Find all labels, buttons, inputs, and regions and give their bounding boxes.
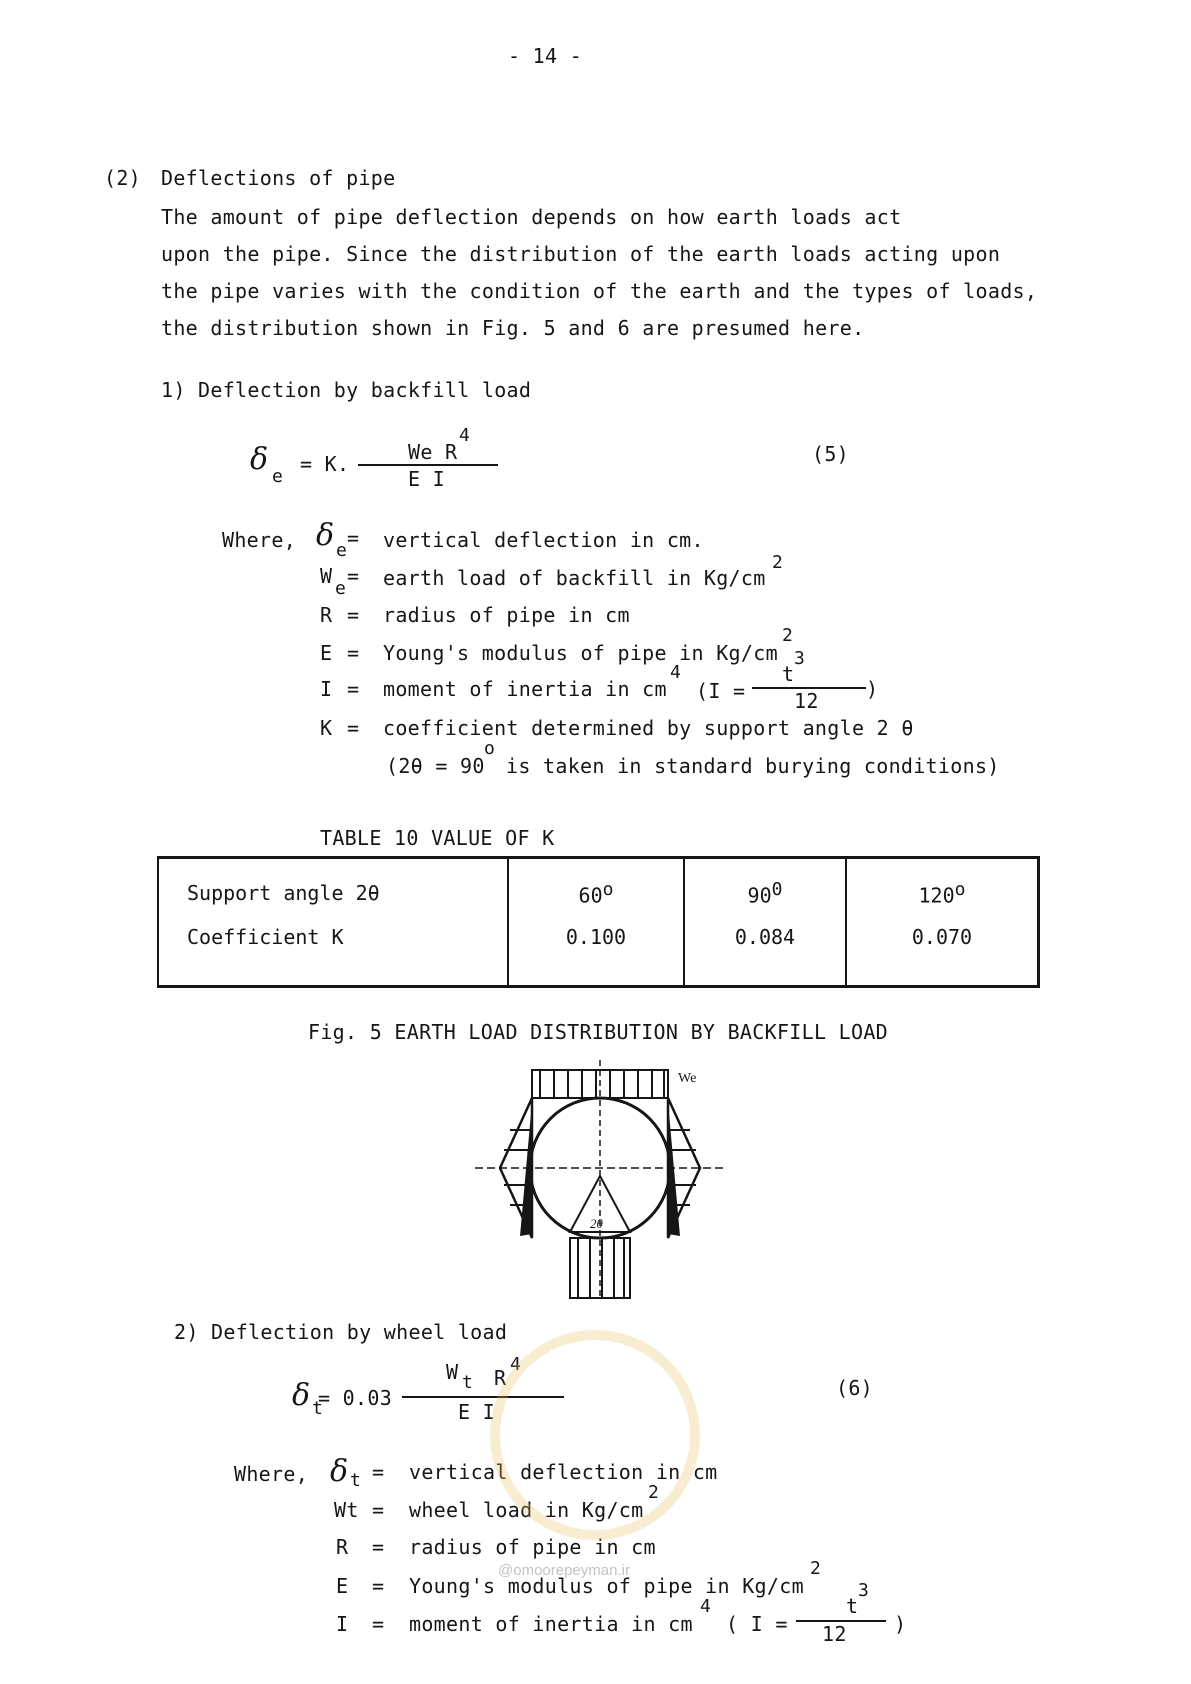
def-r-symbol: R	[320, 603, 333, 627]
def2-i-frac-exp: 3	[858, 1580, 870, 1601]
paragraph-line-3: the pipe varies with the condition of the earth and the types of loads,	[161, 279, 1038, 303]
def-we-subscript: e	[335, 578, 347, 599]
def2-wt-symbol: Wt	[334, 1498, 359, 1522]
table-cell-0084: 0.084	[684, 915, 846, 987]
paragraph-line-1: The amount of pipe deflection depends on how earth loads act	[161, 205, 902, 229]
where-label-2: Where,	[234, 1462, 309, 1486]
def-delta-subscript: e	[336, 540, 348, 561]
def2-i-exponent: 4	[700, 1596, 712, 1617]
def2-r-op: =	[372, 1535, 385, 1559]
table-10-caption: TABLE 10 VALUE OF K	[320, 826, 555, 850]
paragraph-line-4: the distribution shown in Fig. 5 and 6 are presumed here.	[161, 316, 865, 340]
table-cell-0100: 0.100	[508, 915, 684, 987]
def2-delta-text: vertical deflection in cm	[409, 1460, 718, 1484]
formula-6-tag: (6)	[836, 1376, 874, 1400]
formula-5-subscript: e	[272, 466, 284, 487]
table-cell-0070: 0.070	[911, 925, 973, 949]
def-k-text: coefficient determined by support angle 2 θ	[383, 716, 914, 740]
section-number: (2)	[104, 166, 142, 190]
def2-i-frac-num: t	[846, 1594, 859, 1618]
def2-e-symbol: E	[336, 1574, 349, 1598]
table-cell-label: Support angle 2θ	[158, 858, 508, 916]
formula-6-denominator: E I	[458, 1400, 496, 1424]
def2-wt-op: =	[372, 1498, 385, 1522]
def2-e-exponent: 2	[810, 1558, 822, 1579]
def-i-symbol: I	[320, 677, 333, 701]
def-we-op: =	[347, 564, 360, 588]
table-cell-label: Coefficient K	[158, 915, 508, 987]
def-i-op: =	[347, 677, 360, 701]
def-delta-text: vertical deflection in cm.	[383, 528, 704, 552]
def2-i-frac-den: 12	[822, 1622, 847, 1646]
table-cell-60: 60$^o$	[508, 858, 684, 916]
top-load-arrows	[540, 1070, 664, 1098]
def-r-text: radius of pipe in cm	[383, 603, 630, 627]
def-e-symbol: E	[320, 641, 333, 665]
def-we-exponent: 2	[772, 552, 784, 573]
delta-symbol: δ	[250, 442, 269, 477]
page-number: - 14 -	[508, 44, 583, 68]
def-k-symbol: K	[320, 716, 333, 740]
def2-i-op: =	[372, 1612, 385, 1636]
def2-i-symbol: I	[336, 1612, 349, 1636]
def2-i-inline-open: ( I =	[726, 1612, 788, 1636]
def-e-text: Young's modulus of pipe in Kg/cm	[383, 641, 778, 665]
section-title: Deflections of pipe	[161, 166, 396, 190]
formula-6-equals: = 0.03	[318, 1386, 393, 1410]
table-row-coefficient	[158, 915, 1039, 987]
def-i-frac-exp: 3	[794, 648, 806, 669]
def2-delta-subscript: t	[350, 1470, 362, 1491]
def2-i-text: moment of inertia in cm	[409, 1612, 693, 1636]
paragraph-line-2: upon the pipe. Since the distribution of the earth loads acting upon	[161, 242, 1001, 266]
table-cell-90: $90^0$	[684, 858, 846, 916]
formula-6-num-w: W	[446, 1360, 459, 1384]
burying-note-start: (2θ = 90	[386, 754, 485, 778]
subsection-2-title: 2) Deflection by wheel load	[174, 1320, 508, 1344]
formula-5-tag: (5)	[812, 442, 850, 466]
def-we-text: earth load of backfill in Kg/cm	[383, 566, 766, 590]
watermark-text: @omoorepeyman.ir	[498, 1562, 630, 1579]
def-we-symbol: W	[320, 564, 333, 588]
formula-5-num-exponent: 4	[459, 425, 471, 446]
def-i-frac-den: 12	[794, 689, 819, 713]
def2-e-text: Young's modulus of pipe in Kg/cm	[409, 1574, 804, 1598]
def2-r-text: radius of pipe in cm	[409, 1535, 656, 1559]
formula-6-subscript: t	[312, 1398, 324, 1419]
watermark-logo	[490, 1330, 700, 1540]
formula-6-num-r: R	[494, 1366, 507, 1390]
formula-6-num-exp: 4	[510, 1354, 522, 1375]
def2-e-op: =	[372, 1574, 385, 1598]
formula-5-equals: = K.	[300, 452, 350, 476]
def-r-op: =	[347, 603, 360, 627]
we-label: We	[678, 1071, 697, 1086]
table-value-of-k	[157, 856, 1040, 988]
table-cell-120: 120$^o$	[918, 878, 966, 908]
bottom-reaction-arrows	[578, 1238, 624, 1298]
burying-note-end: is taken in standard burying conditions)	[506, 754, 1000, 778]
formula-5-numerator: We R	[408, 440, 458, 464]
def-i-frac-num: t	[782, 662, 795, 686]
def2-delta-symbol: δ	[330, 1454, 349, 1489]
angle-label: 2θ	[590, 1216, 603, 1231]
figure-5-caption: Fig. 5 EARTH LOAD DISTRIBUTION BY BACKFILL LOAD	[308, 1020, 889, 1044]
def-delta-op: =	[347, 526, 360, 550]
formula-5-fraction-bar	[358, 464, 498, 466]
def2-delta-op: =	[372, 1460, 385, 1484]
earth-load-diagram	[470, 1060, 730, 1300]
formula-6-num-sub: t	[462, 1372, 474, 1393]
subsection-1-title: 1) Deflection by backfill load	[161, 378, 532, 402]
burying-note-degree: o	[484, 738, 496, 759]
def-e-exponent: 2	[782, 625, 794, 646]
def-delta-symbol: δ	[316, 518, 335, 553]
table-row-support-angle	[158, 858, 1039, 916]
def-i-inline-open: (I =	[696, 679, 746, 703]
def2-wt-text: wheel load in Kg/cm	[409, 1498, 644, 1522]
where-label-1: Where,	[222, 528, 297, 552]
delta-t-symbol: δ	[292, 1378, 311, 1413]
def2-r-symbol: R	[336, 1535, 349, 1559]
def-i-exponent: 4	[670, 662, 682, 683]
def-k-op: =	[347, 716, 360, 740]
def-i-text: moment of inertia in cm	[383, 677, 667, 701]
def-i-inline-close: )	[866, 677, 879, 701]
def2-wt-exponent: 2	[648, 1482, 660, 1503]
def-e-op: =	[347, 641, 360, 665]
def2-i-inline-close: )	[894, 1612, 907, 1636]
formula-5-denominator: E I	[408, 467, 446, 491]
